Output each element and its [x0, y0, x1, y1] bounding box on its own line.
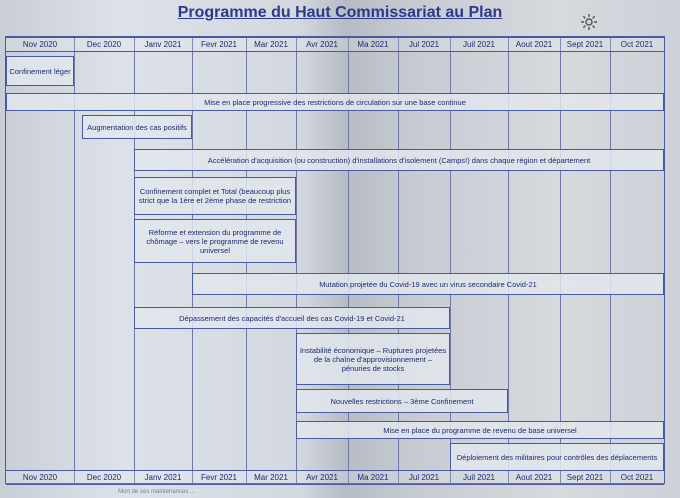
- event-installations-isolement: Accélération d'acquisition (ou construction) d'installations d'isolement (Camps!) dans chaque région et département: [134, 149, 664, 171]
- month-label: Ma 2021: [357, 473, 389, 482]
- event-augmentation-cas: Augmentation des cas positifs: [82, 115, 192, 139]
- event-reforme-chomage: Réforme et extension du programme de chômage – vers le programme de revenu universel: [134, 219, 296, 263]
- month-label: Aout 2021: [515, 40, 553, 49]
- page-title: Programme du Haut Commissariat au Plan: [177, 4, 503, 21]
- month-label: Janv 2021: [144, 40, 182, 49]
- month-label: Juil 2021: [462, 40, 496, 49]
- event-nouvelles-restrictions: Nouvelles restrictions – 3ème Confinement: [296, 389, 508, 413]
- event-depassement-capacites: Dépassement des capacités d'accueil des cas Covid-19 et Covid-21: [134, 307, 450, 329]
- month-label: Ma 2021: [357, 40, 389, 49]
- month-label: Jul 2021: [408, 473, 440, 482]
- month-label: Dec 2020: [86, 40, 122, 49]
- month-header-top: [6, 37, 664, 52]
- month-label: Fevr 2021: [200, 473, 238, 482]
- month-header-bottom: [6, 470, 664, 485]
- month-label: Nov 2020: [22, 473, 58, 482]
- month-label: Oct 2021: [620, 473, 654, 482]
- event-restrictions-circulation: Mise en place progressive des restrictions de circulation sur une base continue: [6, 93, 664, 111]
- month-label: Oct 2021: [620, 40, 654, 49]
- month-label: Juil 2021: [462, 473, 496, 482]
- footnote: Mort de ses maintenances ...: [118, 489, 196, 495]
- month-label: Fevr 2021: [200, 40, 238, 49]
- event-mutation-covid: Mutation projetée du Covid-19 avec un virus secondaire Covid-21: [192, 273, 664, 295]
- month-label: Janv 2021: [144, 473, 182, 482]
- event-confinement-complet: Confinement complet et Total (beaucoup plus strict que la 1ère et 2ème phase de restriction: [134, 177, 296, 215]
- gear-icon[interactable]: [579, 12, 599, 32]
- event-revenu-universel: Mise en place du programme de revenu de base universel: [296, 421, 664, 439]
- month-label: Jul 2021: [408, 40, 440, 49]
- event-instabilite-economique: Instabilité économique – Ruptures projetées de la chaîne d'approvisionnement – pénuries de stocks: [296, 333, 450, 385]
- month-label: Sept 2021: [566, 40, 604, 49]
- month-label: Avr 2021: [306, 473, 338, 482]
- month-label: Mar 2021: [254, 40, 288, 49]
- event-deploiement-militaires: Déploiement des militaires pour contrôles des déplacements: [450, 443, 664, 471]
- timeline-grid: [5, 36, 665, 484]
- month-label: Aout 2021: [515, 473, 553, 482]
- month-label: Dec 2020: [86, 473, 122, 482]
- month-label: Mar 2021: [254, 473, 288, 482]
- event-confinement-leger: Confinement léger: [6, 56, 74, 86]
- month-label: Avr 2021: [306, 40, 338, 49]
- month-label: Sept 2021: [566, 473, 604, 482]
- month-label: Nov 2020: [22, 40, 58, 49]
